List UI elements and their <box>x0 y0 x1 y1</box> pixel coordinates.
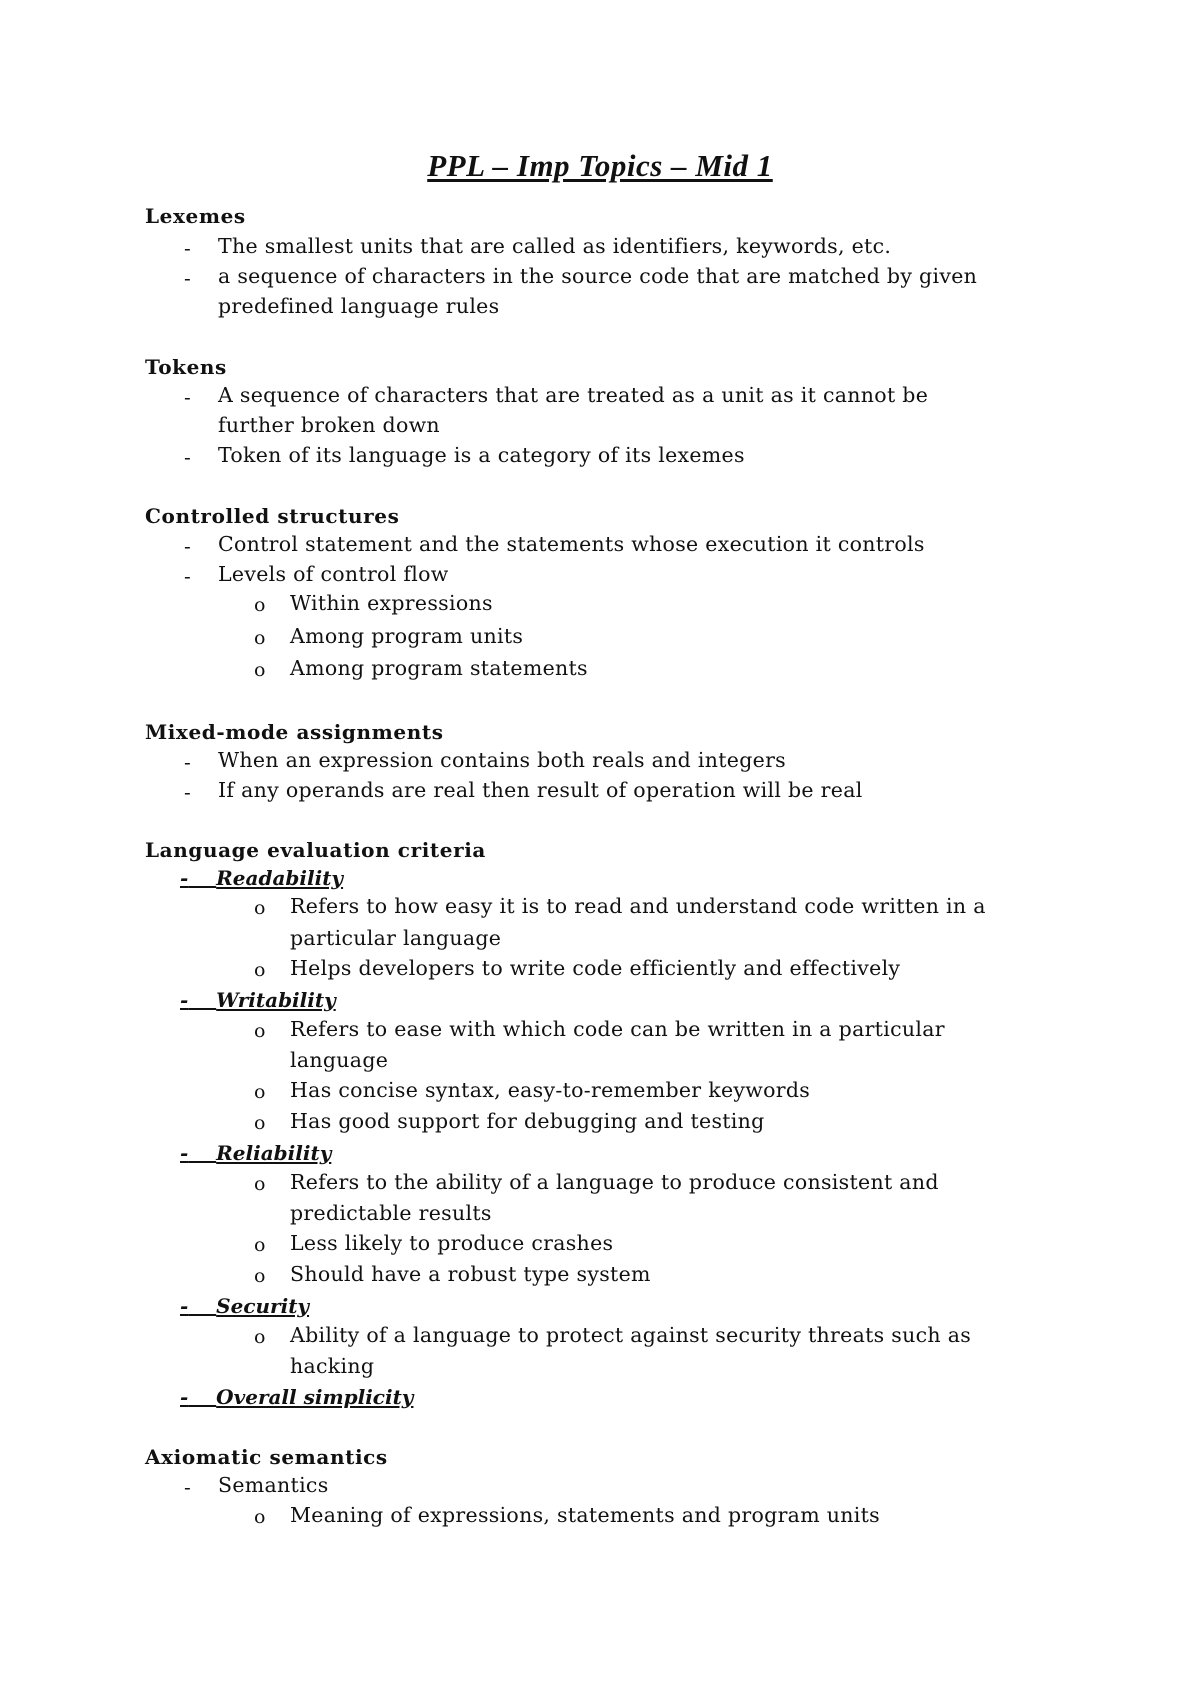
sub-list-item: Less likely to produce crashes <box>290 1231 614 1255</box>
sub-list-item: Refers to the ability of a language to produce consistent and <box>290 1170 939 1194</box>
section-heading-controlled-structures: Controlled structures <box>145 504 400 528</box>
dash-bullet: - <box>180 866 189 890</box>
dash-bullet: - <box>184 564 191 588</box>
list-item: Levels of control flow <box>218 562 449 586</box>
page-title: PPL – Imp Topics – Mid 1 <box>427 148 773 183</box>
circle-bullet: o <box>254 1265 266 1287</box>
sub-list-item: Ability of a language to protect against security threats such as <box>290 1323 972 1347</box>
sub-list-item: Refers to ease with which code can be written in a particular <box>290 1017 945 1041</box>
circle-bullet: o <box>254 1081 266 1103</box>
list-item: Token of its language is a category of its lexemes <box>218 443 745 467</box>
sub-list-item-continuation: particular language <box>290 926 502 950</box>
dash-bullet: - <box>184 385 191 409</box>
sub-list-item: Has concise syntax, easy-to-remember keywords <box>290 1078 811 1102</box>
sub-list-item: Helps developers to write code efficiently and effectively <box>290 956 901 980</box>
sub-list-item: Has good support for debugging and testing <box>290 1109 765 1133</box>
criterion-overall-simplicity <box>180 1387 413 1407</box>
criterion-reliability <box>180 1143 331 1163</box>
sub-list-item: Among program units <box>290 624 524 648</box>
dash-bullet: - <box>184 780 191 804</box>
sub-list-item-continuation: hacking <box>290 1354 375 1378</box>
circle-bullet: o <box>254 959 266 981</box>
dash-bullet: - <box>184 266 191 290</box>
criterion-security <box>180 1296 309 1316</box>
circle-bullet: o <box>254 627 266 649</box>
dash-bullet: - <box>184 445 191 469</box>
section-heading-lexemes: Lexemes <box>145 204 246 228</box>
dash-bullet: - <box>180 1141 189 1165</box>
circle-bullet: o <box>254 1234 266 1256</box>
circle-bullet: o <box>254 659 266 681</box>
dash-bullet: - <box>180 1294 189 1318</box>
list-item: A sequence of characters that are treated as a unit as it cannot be <box>218 383 929 407</box>
dash-bullet: - <box>180 1385 189 1409</box>
list-item: The smallest units that are called as identifiers, keywords, etc. <box>218 234 892 258</box>
sub-list-item-continuation: language <box>290 1048 389 1072</box>
circle-bullet: o <box>254 1506 266 1528</box>
section-heading-axiomatic-semantics: Axiomatic semantics <box>145 1445 388 1469</box>
list-item: a sequence of characters in the source code that are matched by given <box>218 264 978 288</box>
list-item: Semantics <box>218 1473 329 1497</box>
criterion-label: Writability <box>216 988 336 1012</box>
list-item: Control statement and the statements whose execution it controls <box>218 532 925 556</box>
list-item-continuation: further broken down <box>218 413 440 437</box>
criterion-writability <box>180 990 336 1010</box>
sub-list-item: Among program statements <box>290 656 588 680</box>
circle-bullet: o <box>254 594 266 616</box>
sub-list-item: Refers to how easy it is to read and understand code written in a <box>290 894 986 918</box>
criterion-label: Overall simplicity <box>216 1385 414 1409</box>
list-item: If any operands are real then result of operation will be real <box>218 778 863 802</box>
dash-bullet: - <box>184 750 191 774</box>
criterion-label: Security <box>216 1294 310 1318</box>
circle-bullet: o <box>254 1326 266 1348</box>
criterion-readability <box>180 868 343 888</box>
circle-bullet: o <box>254 1020 266 1042</box>
section-heading-mixed-mode: Mixed-mode assignments <box>145 720 444 744</box>
dash-bullet: - <box>184 236 191 260</box>
list-item-continuation: predefined language rules <box>218 294 500 318</box>
circle-bullet: o <box>254 897 266 919</box>
dash-bullet: - <box>184 1475 191 1499</box>
circle-bullet: o <box>254 1112 266 1134</box>
sub-list-item: Meaning of expressions, statements and program units <box>290 1503 880 1527</box>
dash-bullet: - <box>184 534 191 558</box>
dash-bullet: - <box>180 988 189 1012</box>
section-heading-evaluation-criteria: Language evaluation criteria <box>145 838 486 862</box>
sub-list-item-continuation: predictable results <box>290 1201 492 1225</box>
circle-bullet: o <box>254 1173 266 1195</box>
list-item: When an expression contains both reals and integers <box>218 748 786 772</box>
sub-list-item: Within expressions <box>290 591 493 615</box>
criterion-label: Reliability <box>216 1141 332 1165</box>
sub-list-item: Should have a robust type system <box>290 1262 651 1286</box>
section-heading-tokens: Tokens <box>145 355 227 379</box>
criterion-label: Readability <box>216 866 344 890</box>
